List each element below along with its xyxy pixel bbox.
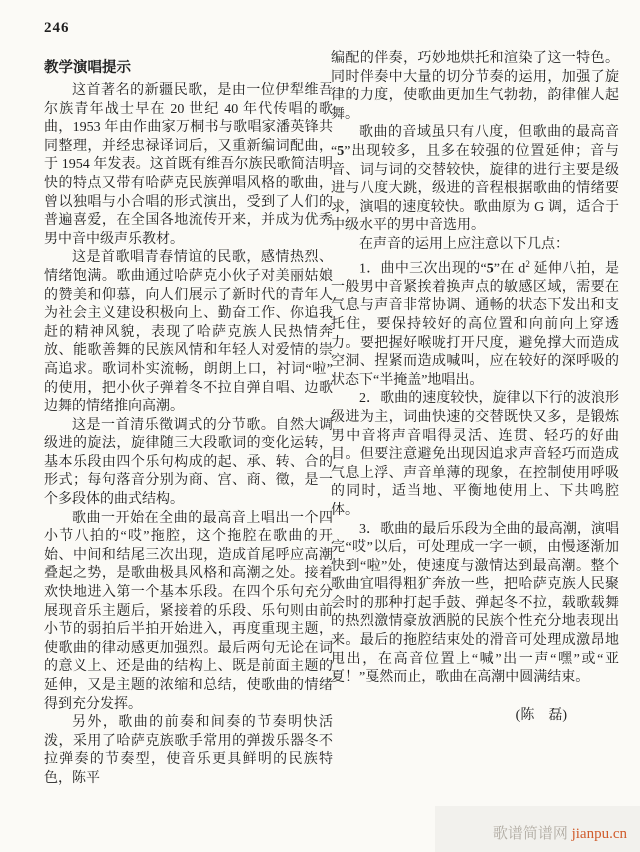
paragraph: [331, 390, 619, 520]
right-column: [331, 50, 619, 724]
watermark-url: jianpu.cn: [571, 826, 627, 842]
paragraph: [44, 510, 333, 715]
paragraph: [331, 124, 619, 236]
page-number: 246: [44, 20, 70, 36]
paragraph: [331, 236, 619, 255]
text-run: 歌曲的音域虽只有八度，但歌曲的最高音“: [331, 125, 619, 159]
paragraph: [44, 249, 333, 416]
text-run: ”在 d: [493, 261, 526, 277]
text-run: 这是一首清乐徵调式的分节歌。自然大调级进的旋法，旋律随三大段歌词的变化运转，基本乐段由四个乐句构成的起、承、转、合的形式；每句落音分别为商、宫、商、徵，是一个多段体的曲式结构。: [44, 417, 333, 508]
text-run: 2．歌曲的速度较快，旋律以下行的波浪形级进为主，词曲快速的交替既快又多，是锻炼男中音将声音唱得灵活、连贯、轻巧的好曲目。但要注意避免出现因追求声音轻巧而造成气息上浮、声音单薄的现象，在控制使用呼吸的同时，适当地、平衡地使用上、下共鸣腔体。: [331, 391, 619, 518]
text-run: 歌曲一开始在全曲的最高音上唱出一个四小节八拍的“哎”拖腔，这个拖腔在歌曲的开始、中间和结尾三次出现，造成首尾呼应高潮叠起之势，是歌曲极具风格和高潮之处。接着欢快地进入第一个基本乐段。在四个乐句充分展现音乐主题后，紧接着的乐段、乐句则由前小节的弱拍后半拍开始进入，再度重现主题，使歌曲的律动感更加强烈。最后两句无论在词的意义上、还是曲的结构上、既是前面主题的延伸，又是主题的浓缩和总结，使歌曲的情绪得到充分发挥。: [44, 510, 333, 712]
text-run: 3．歌曲的最后乐段为全曲的最高潮，演唱完“哎”以后，可处理成一字一顿，由慢逐渐加快到“啦”处，使速度与激情达到最高潮。整个歌曲宜唱得粗犷奔放一些，把哈萨克族人民聚会时的那种打起手鼓、弹起冬不拉，载歌载舞的热烈激情豪放洒脱的民族个性充分地表现出来。最后的拖腔结束处的滑音可处理成激昂地甩出，在高音位置上“喊”出一声“嘿”或“亚夏！”戛然而止，歌曲在高潮中圆满结束。: [331, 521, 619, 686]
paragraph: [331, 255, 619, 391]
watermark: [493, 822, 627, 843]
text-run: 2: [525, 258, 530, 269]
text-run: 5: [486, 261, 494, 277]
watermark-site-name: 歌谱简谱网: [492, 826, 572, 842]
text-run: 另外，歌曲的前奏和间奏的节奏明快活泼，采用了哈萨克族歌手常用的弹拨乐器冬不拉弹奏的节奏型，使音乐更具鲜明的民族特色，陈平: [44, 715, 333, 786]
author-signature: (陈 磊): [515, 707, 567, 723]
paragraph: [44, 417, 333, 510]
text-run: 在声音的运用上应注意以下几点：: [359, 236, 569, 252]
right-column-text: [331, 50, 619, 688]
left-column: [44, 56, 333, 789]
text-run: ”出现较多，且多在较强的位置延伸；音与音、词与词的交替较快，旋律的进行主要是级进与八度大跳，级进的音程根据歌曲的情绪要求，演唱的速度较快。歌曲原为 G 调，适合于中级水平的男中音选用。: [331, 143, 619, 234]
text-run: 1．曲中三次出现的“: [359, 261, 487, 277]
paragraph: [331, 521, 619, 688]
text-run: 5: [337, 143, 345, 159]
paragraph: [44, 82, 333, 249]
text-run: 编配的伴奏，巧妙地烘托和渲染了这一特色。同时伴奏中大量的切分节奏的运用，加强了旋律的力度，使歌曲更加生气勃勃，韵律催人起舞。: [331, 51, 619, 122]
left-column-text: [44, 82, 333, 789]
paragraph: [331, 50, 619, 124]
text-run: 这是首歌唱青春情谊的民歌，感情热烈、情绪饱满。歌曲通过哈萨克小伙子对美丽姑娘的赞美和仰慕，向人们展示了新时代的青年人为社会主义建设积极向上、勤奋工作、你追我赶的精神风貌，表现了哈萨克族人民热情奔放、能歌善舞的民族风情和年轻人对爱情的崇高追求。歌词朴实流畅，朗朗上口，衬词“啦”的使用，把小伙子弹着冬不拉自弹自唱、边歌边舞的情绪推向高潮。: [44, 250, 333, 415]
text-run: 延伸八拍，是一般男中音紧挨着换声点的敏感区域，需要在气息与声音非常协调、通畅的状态下发出和支托住，要保持较好的高位置和向前向上穿透力。要把握好喉咙打开尺度，避免撑大而造成空洞、捏紧而造成喊叫，应在较好的深呼吸的状态下“半掩盖”地唱出。: [331, 261, 619, 388]
paragraph: [44, 714, 333, 788]
text-run: 这首著名的新疆民歌，是由一位伊犁维吾尔族青年战士早在 20 世纪 40 年代传唱的歌曲，1953 年由作曲家万桐书与歌唱家潘英锋共同整理，并经忠禄译词后，又重新编词配曲，于 1954 年发表。这首既有维吾尔族民歌简洁明快的特点又带有哈萨克民族弹唱风格的歌曲，曾以独唱与小合唱的形式演出，受到了人们的普遍喜爱，在全国各地流传开来，并成为优秀男中音中级声乐教材。: [44, 83, 333, 247]
section-heading: 教学演唱提示: [44, 60, 131, 76]
